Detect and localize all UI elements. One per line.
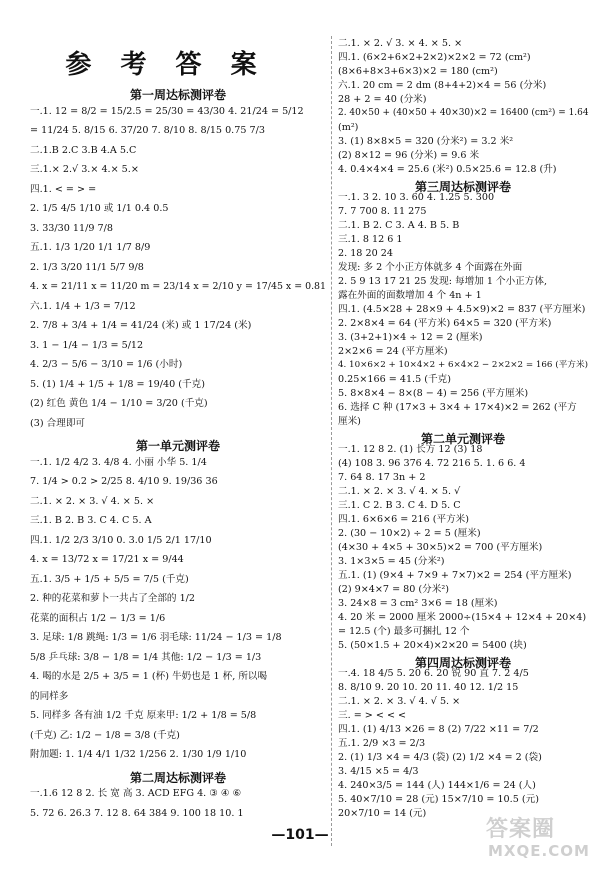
section-heading: 第一周达标测评卷 [129,88,226,102]
answer-line: 四.1. (4.5×28 + 28×9 + 4.5×9)×2 = 837 (平方厘米) [338,304,586,315]
answer-line: 3. 足球: 1/8 跳绳: 1/3 = 1/6 羽毛球: 11/24 − 1/3 = 1/8 [30,632,282,644]
answer-line: 4. x = 13/72 x = 17/21 x = 9/44 [30,554,184,566]
section-heading: 第二单元测评卷 [420,432,505,446]
answer-line: 一.1. 12 8 2. (1) 长方 12 (3) 18 [338,444,483,455]
answer-line: (3) 合理即可 [30,417,86,429]
answer-line: 二.1. × 2. × 3. √ 4. × 5. × [30,495,155,507]
answer-line: = 12.5 (个) 最多可捆扎 12 个 [338,626,470,637]
answer-line: 3. 33/30 11/9 7/8 [30,222,113,234]
answer-line: (4×30 + 4×5 + 30×5)×2 = 700 (平方厘米) [338,542,543,553]
answer-line: 五.1. 3/5 + 1/5 + 5/5 = 7/5 (千克) [30,573,189,585]
site-watermark [484,812,590,864]
answer-line: 3. 4/15 ×5 = 4/3 [338,766,419,777]
answer-line: (千克) 乙: 1/2 − 1/8 = 3/8 (千克) [30,729,180,741]
answer-line: 4. x = 21/11 x = 11/20 m = 23/14 x = 2/10 y = 17/45 x = 0.81 [30,281,327,293]
answer-line: 的同样多 [30,690,69,702]
answer-line: 3. (3+2+1)×4 ÷ 12 = 2 (厘米) [338,332,483,343]
answer-line: 三. = > < < < [338,710,407,721]
answer-line: 二.1. × 2. √ 3. × 4. × 5. × [338,38,463,49]
answer-line: 2. 2×8×4 = 64 (平方米) 64×5 = 320 (平方米) [338,318,552,329]
answer-line: 5. 40×7/10 = 28 (元) 15×7/10 = 10.5 (元) [338,794,539,805]
answer-line: 一.1. 3 2. 10 3. 60 4. 1.25 5. 300 [338,192,495,203]
answer-line: 四.1. 1/2 2/3 3/10 0. 3.0 1/5 2/1 17/10 [30,534,212,546]
answer-line: 2. 种的花菜和萝卜一共占了全部的 1/2 [30,593,196,605]
answer-line: 2. (30 − 10×2) ÷ 2 = 5 (厘米) [338,528,481,539]
answer-line: 5. (1) 1/4 + 1/5 + 1/8 = 19/40 (千克) [30,378,205,390]
answer-line: 4. 240×3/5 = 144 (人) 144×1/6 = 24 (人) [338,780,536,791]
answer-line: 二.1. × 2. × 3. √ 4. × 5. √ [338,486,461,497]
section-heading: 第一单元测评卷 [135,439,220,454]
answer-line: (2) 8×12 = 96 (分米) = 9.6 米 [338,150,480,161]
watermark-line-2: MXQE.COM [488,842,590,860]
section-heading: 第三周达标测评卷 [414,180,511,194]
watermark-line-1: 答案圈 [486,817,556,842]
answer-line: 一.4. 18 4/5 5. 20 6. 20 锐 90 直 7. 2 4/5 [338,668,529,679]
answer-line: 2. 1/5 4/5 1/10 或 1/1 0.4 0.5 [30,203,169,215]
answer-line: 六.1. 1/4 + 1/3 = 7/12 [30,300,136,312]
answer-line: 附加题: 1. 1/4 4/1 1/32 1/256 2. 1/30 1/9 1/10 [30,749,247,761]
answer-line: 4. 喝的水是 2/5 + 3/5 = 1 (杯) 牛奶也是 1 杯, 所以喝 [30,671,268,683]
answer-line: 5. (50×1.5 + 20×4)×2×20 = 5400 (块) [338,640,527,651]
answer-line: (m²) [338,122,359,133]
answer-line: 3. 1×3×5 = 45 (分米²) [338,556,445,567]
answer-line: 一.1. 12 = 8/2 = 15/2.5 = 25/30 = 43/30 4. 21/24 = 5/12 [30,105,304,117]
answer-line: 3. 1 − 1/4 − 1/3 = 5/12 [30,339,144,351]
answer-line: 一.1. 1/2 4/2 3. 4/8 4. 小丽 小华 5. 1/4 [30,456,207,468]
answer-line: 二.1.B 2.C 3.B 4.A 5.C [30,144,137,156]
column-divider [331,36,332,846]
answer-line: 7. 7 700 8. 11 275 [338,206,427,217]
answer-line: 2. (1) 1/3 ×4 = 4/3 (袋) (2) 1/2 ×4 = 2 (袋) [338,752,542,763]
answer-line: 7. 1/4 > 0.2 > 2/25 8. 4/10 9. 19/36 36 [30,476,218,488]
answer-line: 4. 0.4×4×4 = 25.6 (米²) 0.5×25.6 = 12.8 (升) [338,164,557,175]
answer-line: 五.1. 2/9 ×3 = 2/3 [338,738,426,749]
answer-line: 2. 18 20 24 [338,248,393,259]
answer-line: 六.1. 20 cm = 2 dm (8+4+2)×4 = 56 (分米) [338,80,547,91]
answer-line: 6. 选择 C 种 (17×3 + 3×4 + 17×4)×2 = 262 (平方 [338,402,577,413]
answer-line: 四.1. < = > = [30,183,97,195]
answer-line: 四.1. (6×2+6×2+2×2)×2×2 = 72 (cm²) [338,52,531,63]
answer-line: 3. 24×8 = 3 cm² 3×6 = 18 (厘米) [338,598,498,609]
answer-line: 28 + 2 = 40 (分米) [338,94,427,105]
answer-line: 五.1. (1) (9×4 + 7×9 + 7×7)×2 = 254 (平方厘米) [338,570,572,581]
answer-line: 5. 8×8×4 − 8×(8 − 4) = 256 (平方厘米) [338,388,529,399]
answer-line: 发现: 多 2 个小正方体就多 4 个面露在外面 [338,262,523,273]
answer-line: 2. 7/8 + 3/4 + 1/4 = 41/24 (米) 或 1 17/24 (米) [30,320,252,332]
answer-line: 三.1.× 2.√ 3.× 4.× 5.× [30,164,139,176]
answer-line: 3. (1) 8×8×5 = 320 (分米²) = 3.2 米² [338,136,514,147]
answer-line: 三.1. B 2. B 3. C 4. C 5. A [30,515,152,527]
page-title: 参 考 答 案 [65,50,267,80]
answer-line: 5. 同样多 各有油 1/2 千克 原来甲: 1/2 + 1/8 = 5/8 [30,710,257,722]
answer-line: 四.1. (1) 4/13 ×26 = 8 (2) 7/22 ×11 = 7/2 [338,724,539,735]
answer-line: 7. 64 8. 17 3n + 2 [338,472,426,483]
answer-line: 2. 1/3 3/20 11/1 5/7 9/8 [30,261,144,273]
answer-line: 4. 2/3 − 5/6 − 3/10 = 1/6 (小时) [30,359,183,371]
answer-line: 三.1. 8 12 6 1 [338,234,403,245]
answer-line: (2) 9×4×7 = 80 (分米²) [338,584,449,595]
section-heading: 第二周达标测评卷 [129,770,226,785]
answer-line: 2. 40×50 + (40×50 + 40×30)×2 = 16400 (cm²) = 1.64 [338,108,589,118]
answer-line: 2×2×6 = 24 (平方厘米) [338,346,448,357]
answer-line: 花菜的面积占 1/2 − 1/3 = 1/6 [30,612,166,624]
page-number: —101— [271,827,329,843]
answer-line: 二.1. B 2. C 3. A 4. B 5. B [338,220,460,231]
answer-line: 0.25×166 = 41.5 (千克) [338,374,451,385]
answer-line: 4. 10×6×2 + 10×4×2 + 6×4×2 − 2×2×2 = 166 (平方米) [338,360,589,370]
answer-line: 三.1. C 2. B 3. C 4. D 5. C [338,500,461,511]
answer-line: 5/8 乒乓球: 3/8 − 1/8 = 1/4 其他: 1/2 − 1/3 = 1/3 [30,651,262,663]
answer-line: 20×7/10 = 14 (元) [338,808,427,819]
answer-line: 8. 8/10 9. 20 10. 20 11. 40 12. 1/2 15 [338,682,519,693]
answer-line: 二.1. × 2. × 3. √ 4. √ 5. × [338,696,461,707]
section-heading: 第四周达标测评卷 [414,656,511,670]
answer-line: 4. 20 米 = 2000 厘米 2000÷(15×4 + 12×4 + 20×4) [338,612,587,623]
answer-line: 露在外面的面数增加 4 个 4n + 1 [338,290,482,301]
answer-line: 五.1. 1/3 1/20 1/1 1/7 8/9 [30,242,151,254]
answer-line: 一.1.6 12 8 2. 长 宽 高 3. ACD EFG 4. ③ ④ ⑥ [30,788,242,800]
answer-line: 厘米) [338,416,361,427]
answer-line: 2. 5 9 13 17 21 25 发现: 每增加 1 个小正方体, [338,276,548,287]
answer-line: 四.1. 6×6×6 = 216 (平方米) [338,514,470,525]
answer-line: (4) 108 3. 96 376 4. 72 216 5. 1. 6 6. 4 [338,458,526,469]
answer-line: (8×6+8×3+6×3)×2 = 180 (cm²) [338,66,498,77]
answer-line: (2) 红色 黄色 1/4 − 1/10 = 3/20 (千克) [30,398,208,410]
answer-line: 5. 72 6. 26.3 7. 12 8. 64 384 9. 100 18 10. 1 [30,808,244,819]
answer-line: = 11/24 5. 8/15 6. 37/20 7. 8/10 8. 8/15 0.75 7/3 [30,125,265,137]
